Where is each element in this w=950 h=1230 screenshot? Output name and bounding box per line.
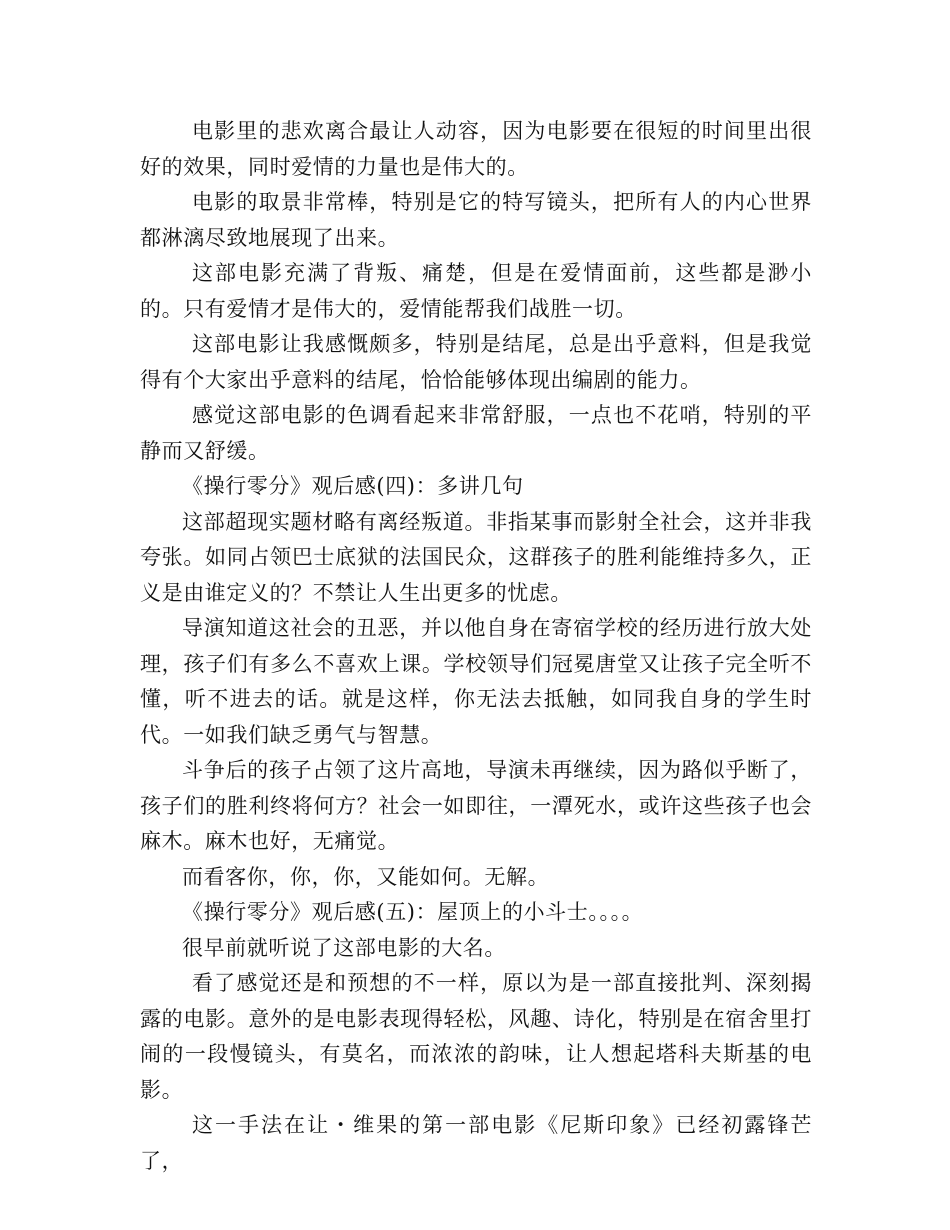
paragraph: 感觉这部电影的色调看起来非常舒服，一点也不花哨，特别的平静而又舒缓。 (140, 403, 812, 463)
paragraph: 很早前就听说了这部电影的大名。 (182, 935, 506, 960)
paragraph: 导演知道这社会的丑恶，并以他自身在寄宿学校的经历进行放大处理，孩子们有多么不喜欢上课。学校领导们冠冕唐堂又让孩子完全听不懂，听不进去的话。就是这样，你无法去抵触，如同我自身的学生时代。一如我们缺乏勇气与智慧。 (140, 616, 812, 747)
paragraph: 这部超现实题材略有离经叛道。非指某事而影射全社会，这并非我夸张。如同占领巴士底狱的法国民众，这群孩子的胜利能维持多久，正义是由谁定义的？不禁让人生出更多的忧虑。 (140, 509, 812, 605)
paragraph: 电影的取景非常棒，特别是它的特写镜头，把所有人的内心世界都淋漓尽致地展现了出来。 (140, 190, 812, 250)
section-heading: 《操行零分》观后感(四)：多讲几句 (182, 474, 524, 498)
section-heading: 《操行零分》观后感(五)：屋顶上的小斗士。。。。 (182, 900, 644, 924)
paragraph: 这部电影充满了背叛、痛楚，但是在爱情面前，这些都是渺小的。只有爱情才是伟大的，爱情能帮我们战胜一切。 (140, 261, 812, 321)
paragraph: 看了感觉还是和预想的不一样，原以为是一部直接批判、深刻揭露的电影。意外的是电影表现得轻松，风趣、诗化，特别是在宿舍里打闹的一段慢镜头，有莫名，而浓浓的韵味，让人想起塔科夫斯基的电影。 (140, 971, 812, 1102)
paragraph: 电影里的悲欢离合最让人动容，因为电影要在很短的时间里出很好的效果，同时爱情的力量也是伟大的。 (140, 119, 812, 179)
paragraph: 这一手法在让・维果的第一部电影《尼斯印象》已经初露锋芒了， (140, 1113, 812, 1173)
paragraph: 斗争后的孩子占领了这片高地，导演未再继续，因为路似乎断了，孩子们的胜利终将何方？社会一如即往，一潭死水，或许这些孩子也会麻木。麻木也好，无痛觉。 (140, 758, 812, 853)
paragraph: 而看客你，你，你，又能如何。无解。 (182, 864, 550, 889)
document-body (140, 114, 812, 1179)
paragraph: 这部电影让我感慨颇多，特别是结尾，总是出乎意料，但是我觉得有个大家出乎意料的结尾，恰恰能够体现出编剧的能力。 (140, 332, 812, 392)
